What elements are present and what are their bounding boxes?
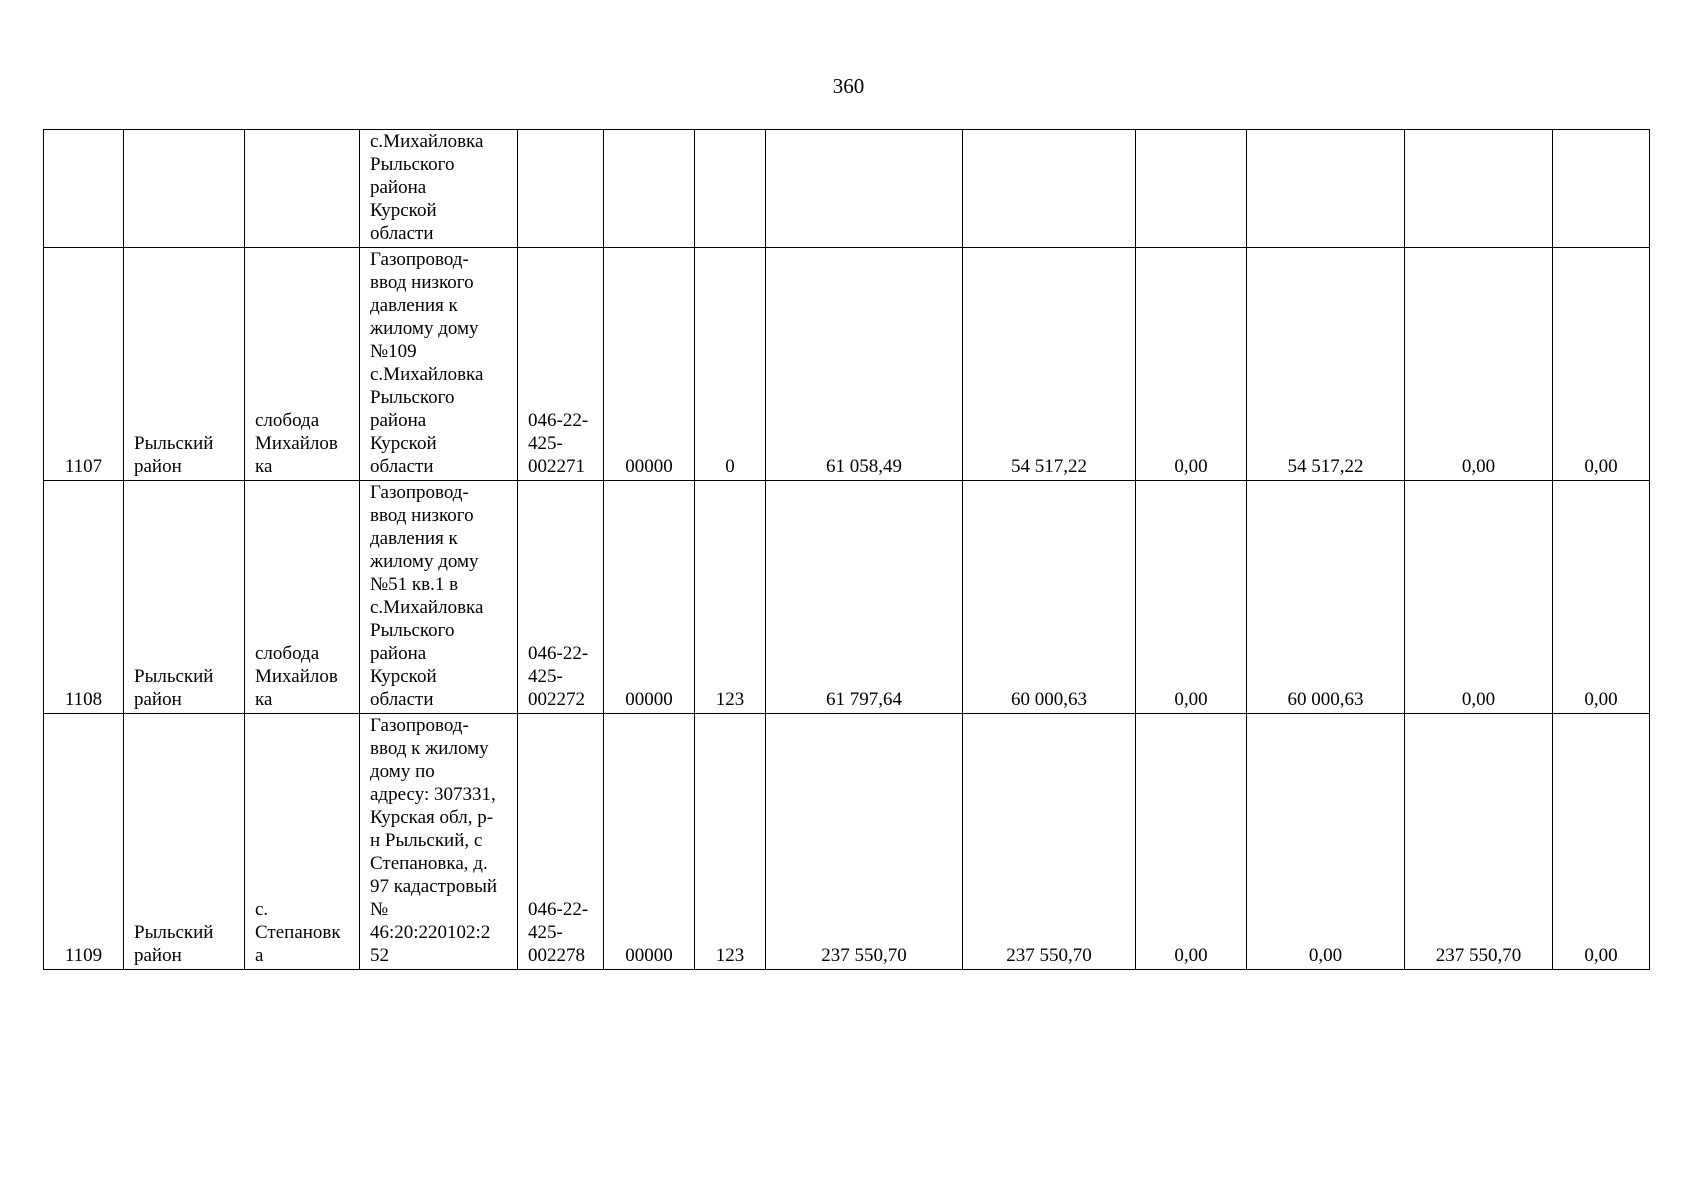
value-cell-1 [766, 130, 963, 248]
value-cell-5: 237 550,70 [1405, 714, 1553, 970]
page-number: 360 [832, 74, 865, 98]
object-description-cell-line: жилому дому [370, 318, 479, 339]
inventory-number-cell [518, 481, 604, 714]
object-description-cell-line: Курской [370, 433, 437, 454]
inventory-number-cell-line: 425- [528, 666, 563, 687]
table-row [44, 248, 1650, 481]
object-description-cell [360, 481, 518, 714]
settlement-cell [245, 248, 360, 481]
value-cell-3: 0,00 [1136, 248, 1247, 481]
count-cell: 123 [695, 481, 766, 714]
settlement-cell [245, 481, 360, 714]
table-row [44, 481, 1650, 714]
object-description-cell-line: №109 [370, 341, 417, 362]
value-cell-4 [1247, 130, 1405, 248]
inventory-number-cell-line: 046-22- [528, 410, 589, 431]
object-description-cell-line: района [370, 177, 427, 198]
row-number-cell [44, 130, 124, 248]
count-cell: 123 [695, 714, 766, 970]
value-cell-5: 0,00 [1405, 248, 1553, 481]
value-cell-1: 61 797,64 [766, 481, 963, 714]
value-cell-5: 0,00 [1405, 481, 1553, 714]
inventory-number-cell-line: 002272 [528, 689, 585, 710]
inventory-number-cell-line: 002278 [528, 945, 585, 966]
object-description-cell-line: 52 [370, 945, 389, 966]
object-description-cell-line: с.Михайловка [370, 597, 484, 618]
value-cell-1: 237 550,70 [766, 714, 963, 970]
settlement-cell-line: Михайлов [255, 666, 338, 687]
settlement-cell-line: слобода [255, 643, 320, 664]
settlement-cell [245, 714, 360, 970]
value-cell-1: 61 058,49 [766, 248, 963, 481]
settlement-cell-line: ка [255, 456, 273, 477]
code-cell: 00000 [604, 714, 695, 970]
table-row [44, 130, 1650, 248]
object-description-cell-line: ввод низкого [370, 505, 474, 526]
row-number-cell: 1108 [44, 481, 124, 714]
district-cell [124, 248, 245, 481]
district-cell-line: Рыльский [134, 433, 214, 454]
value-cell-3 [1136, 130, 1247, 248]
value-cell-2: 237 550,70 [963, 714, 1136, 970]
settlement-cell [245, 130, 360, 248]
value-cell-3: 0,00 [1136, 714, 1247, 970]
object-description-cell-line: жилому дому [370, 551, 479, 572]
settlement-cell-line: ка [255, 689, 273, 710]
settlement-cell-line: с. [255, 899, 269, 920]
object-description-cell-line: Курской [370, 666, 437, 687]
object-description-cell-line: Газопровод- [370, 715, 469, 736]
object-description-cell-line: № [370, 899, 389, 920]
count-cell: 0 [695, 248, 766, 481]
value-cell-4: 60 000,63 [1247, 481, 1405, 714]
value-cell-5 [1405, 130, 1553, 248]
code-cell [604, 130, 695, 248]
object-description-cell-line: Газопровод- [370, 249, 469, 270]
object-description-cell-line: Рыльского [370, 154, 455, 175]
district-cell-line: район [134, 456, 182, 477]
object-description-cell-line: н Рыльский, с [370, 830, 483, 851]
district-cell [124, 714, 245, 970]
table-row [44, 714, 1650, 970]
object-description-cell-line: района [370, 643, 427, 664]
register-table [43, 129, 1650, 970]
inventory-number-cell-line: 425- [528, 433, 563, 454]
object-description-cell-line: Курской [370, 200, 437, 221]
inventory-number-cell-line: 046-22- [528, 899, 589, 920]
value-cell-2: 60 000,63 [963, 481, 1136, 714]
inventory-number-cell-line: 046-22- [528, 643, 589, 664]
object-description-cell-line: дому по [370, 761, 435, 782]
object-description-cell-line: области [370, 689, 434, 710]
district-cell [124, 130, 245, 248]
object-description-cell-line: области [370, 223, 434, 244]
inventory-number-cell [518, 130, 604, 248]
row-number-cell: 1109 [44, 714, 124, 970]
object-description-cell-line: 97 кадастровый [370, 876, 498, 897]
object-description-cell-line: с.Михайловка [370, 364, 484, 385]
object-description-cell-line: области [370, 456, 434, 477]
object-description-cell-line: с.Михайловка [370, 131, 484, 152]
settlement-cell-line: Михайлов [255, 433, 338, 454]
value-cell-2: 54 517,22 [963, 248, 1136, 481]
value-cell-4: 54 517,22 [1247, 248, 1405, 481]
inventory-number-cell [518, 714, 604, 970]
object-description-cell [360, 714, 518, 970]
district-cell-line: Рыльский [134, 922, 214, 943]
inventory-number-cell-line: 425- [528, 922, 563, 943]
settlement-cell-line: а [255, 945, 264, 966]
object-description-cell [360, 130, 518, 248]
object-description-cell-line: ввод к жилому [370, 738, 489, 759]
count-cell [695, 130, 766, 248]
object-description-cell-line: давления к [370, 295, 458, 316]
value-cell-4: 0,00 [1247, 714, 1405, 970]
object-description-cell-line: Газопровод- [370, 482, 469, 503]
inventory-number-cell [518, 248, 604, 481]
object-description-cell-line: №51 кв.1 в [370, 574, 459, 595]
object-description-cell-line: Степановка, д. [370, 853, 488, 874]
value-cell-6: 0,00 [1553, 714, 1650, 970]
value-cell-6 [1553, 130, 1650, 248]
value-cell-2 [963, 130, 1136, 248]
settlement-cell-line: слобода [255, 410, 320, 431]
row-number-cell: 1107 [44, 248, 124, 481]
value-cell-6: 0,00 [1553, 481, 1650, 714]
object-description-cell-line: Рыльского [370, 387, 455, 408]
object-description-cell-line: ввод низкого [370, 272, 474, 293]
value-cell-3: 0,00 [1136, 481, 1247, 714]
settlement-cell-line: Степановк [255, 922, 341, 943]
code-cell: 00000 [604, 248, 695, 481]
object-description-cell-line: адресу: 307331, [370, 784, 496, 805]
code-cell: 00000 [604, 481, 695, 714]
district-cell-line: район [134, 689, 182, 710]
value-cell-6: 0,00 [1553, 248, 1650, 481]
object-description-cell-line: района [370, 410, 427, 431]
district-cell-line: Рыльский [134, 666, 214, 687]
object-description-cell-line: давления к [370, 528, 458, 549]
district-cell-line: район [134, 945, 182, 966]
object-description-cell-line: Рыльского [370, 620, 455, 641]
object-description-cell-line: Курская обл, р- [370, 807, 494, 828]
object-description-cell-line: 46:20:220102:2 [370, 922, 491, 943]
district-cell [124, 481, 245, 714]
object-description-cell [360, 248, 518, 481]
inventory-number-cell-line: 002271 [528, 456, 585, 477]
